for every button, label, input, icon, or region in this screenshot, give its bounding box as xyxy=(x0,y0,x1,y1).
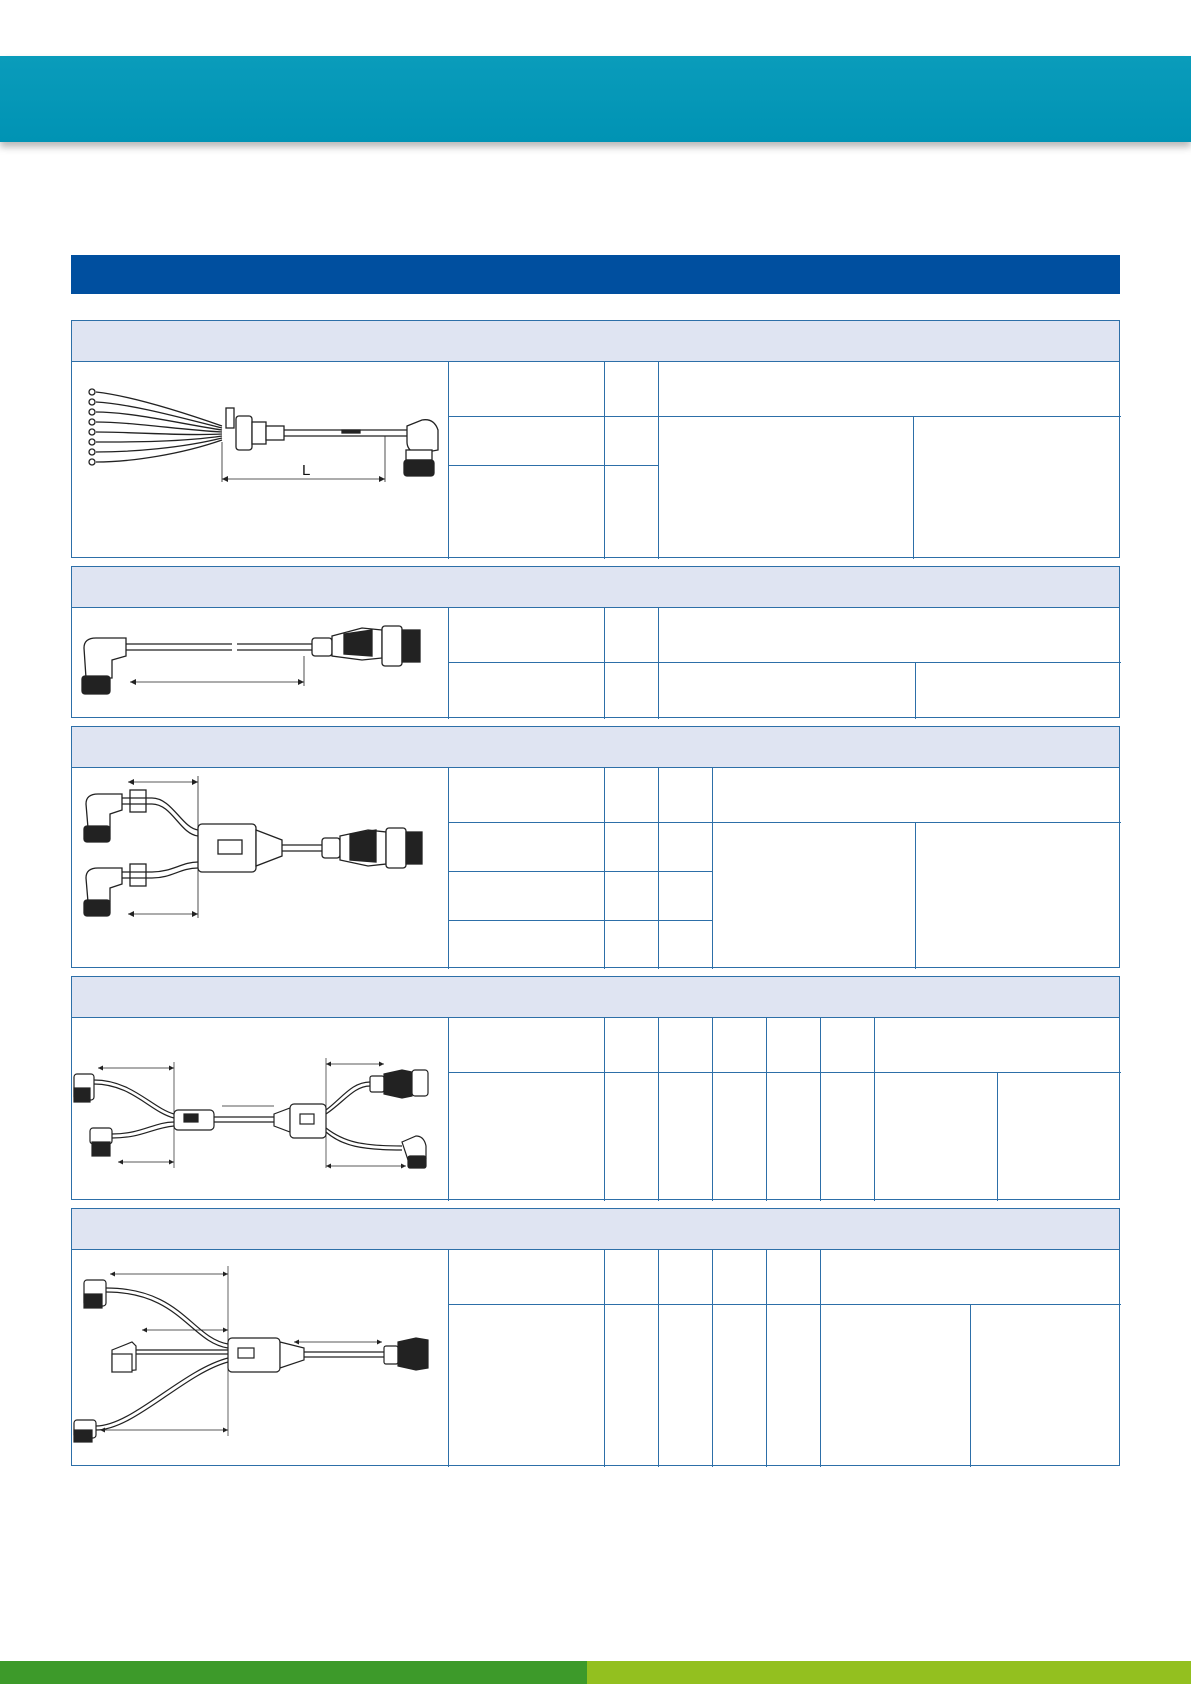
column-rule xyxy=(712,1017,713,1201)
row-rule xyxy=(448,920,712,921)
row-rule xyxy=(448,1072,1121,1073)
cable-drawing-svg xyxy=(72,768,448,968)
cable-drawing-svg xyxy=(72,362,448,558)
product-panel-double-y xyxy=(71,976,1120,1200)
drawing-y-splitter xyxy=(72,768,448,968)
row-rule xyxy=(448,416,1121,417)
column-rule xyxy=(658,767,659,969)
drawing-triple-breakout xyxy=(72,1250,448,1466)
column-rule xyxy=(915,822,916,969)
row-rule xyxy=(448,871,712,872)
column-rule xyxy=(448,1017,449,1201)
product-panel-flying-leads xyxy=(71,320,1120,558)
row-rule xyxy=(448,822,1121,823)
column-rule xyxy=(604,1249,605,1467)
column-rule xyxy=(913,416,914,559)
column-rule xyxy=(604,1017,605,1201)
column-rule xyxy=(820,1249,821,1467)
cable-drawing-svg xyxy=(72,1250,448,1466)
drawing-elbow-to-inline-cable xyxy=(72,608,448,718)
column-rule xyxy=(766,1249,767,1467)
column-rule xyxy=(604,361,605,559)
column-rule xyxy=(820,1017,821,1201)
product-panel-y-splitter xyxy=(71,726,1120,968)
column-rule xyxy=(448,1249,449,1467)
column-rule xyxy=(712,767,713,969)
column-rule xyxy=(915,662,916,719)
panel-header xyxy=(72,321,1119,362)
cable-drawing-svg xyxy=(72,608,448,718)
column-rule xyxy=(448,607,449,719)
column-rule xyxy=(766,1017,767,1201)
column-rule xyxy=(658,1017,659,1201)
panel-header xyxy=(72,1209,1119,1250)
column-rule xyxy=(448,361,449,559)
dimension-label: L xyxy=(302,462,311,479)
product-panel-triple-breakout xyxy=(71,1208,1120,1466)
column-rule xyxy=(712,1249,713,1467)
row-rule xyxy=(448,662,1121,663)
footer-band-green xyxy=(0,1661,587,1684)
header-band xyxy=(0,56,1191,142)
footer-band-lime xyxy=(587,1661,1191,1684)
column-rule xyxy=(604,767,605,969)
column-rule xyxy=(970,1304,971,1467)
product-panel-elbow-cable xyxy=(71,566,1120,718)
column-rule xyxy=(448,767,449,969)
column-rule xyxy=(658,361,659,559)
drawing-double-y-extension xyxy=(72,1018,448,1200)
column-rule xyxy=(997,1072,998,1201)
row-rule xyxy=(448,465,658,466)
panel-header xyxy=(72,727,1119,768)
panel-header xyxy=(72,977,1119,1018)
cable-drawing-svg xyxy=(72,1018,448,1200)
column-rule xyxy=(604,607,605,719)
panel-header xyxy=(72,567,1119,608)
column-rule xyxy=(874,1017,875,1201)
column-rule xyxy=(658,1249,659,1467)
row-rule xyxy=(448,1304,1121,1305)
section-title-bar xyxy=(71,255,1120,294)
drawing-flying-leads-cable xyxy=(72,362,448,558)
column-rule xyxy=(658,607,659,719)
